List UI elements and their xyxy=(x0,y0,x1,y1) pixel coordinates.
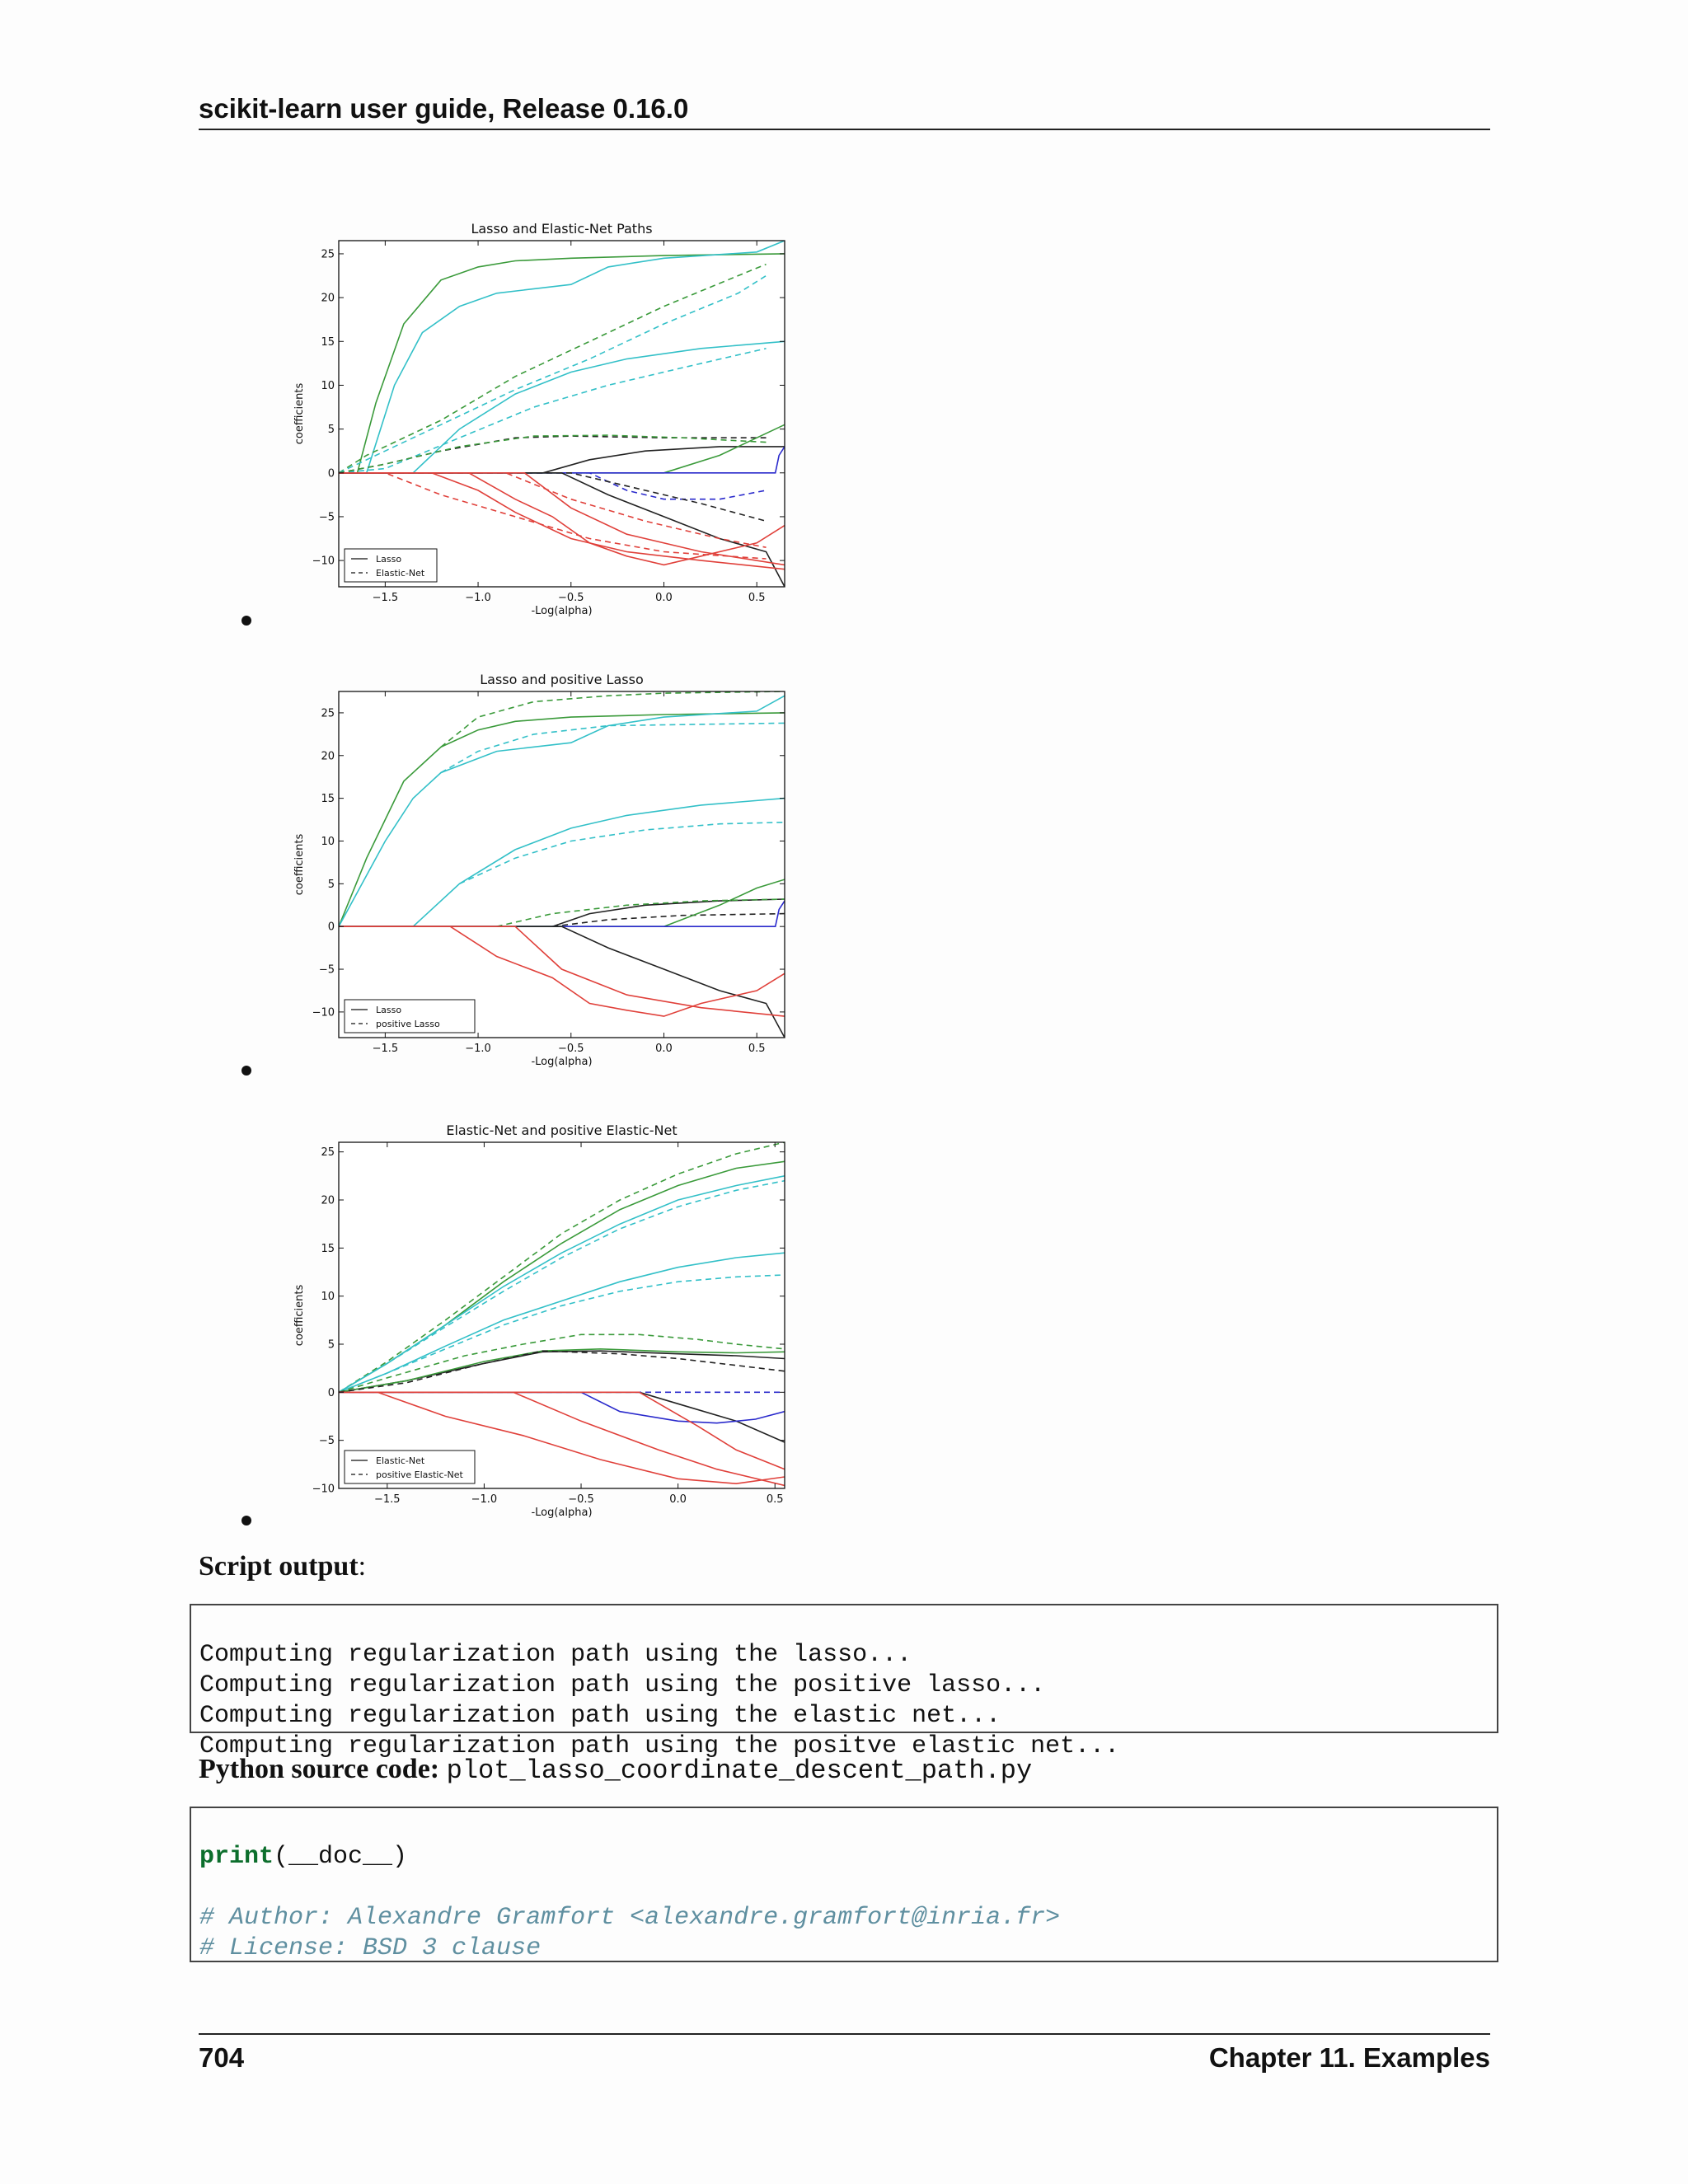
output-line: Computing regularization path using the positve elastic net... xyxy=(199,1732,1120,1760)
y-tick-label: 0 xyxy=(327,467,335,480)
author-comment: # Author: Alexandre Gramfort <alexandre.gramfort@inria.fr> xyxy=(199,1904,1061,1932)
y-axis-label: coefficients xyxy=(293,833,306,896)
legend xyxy=(345,1451,475,1483)
x-tick-label: −1.5 xyxy=(374,1493,401,1506)
figure-elasticnet-positive xyxy=(293,1120,795,1549)
chart-title: Lasso and Elastic-Net Paths xyxy=(471,221,653,237)
script-output-label-text: Script output xyxy=(199,1551,359,1582)
figure-lasso-elasticnet xyxy=(293,218,795,647)
y-tick-label: 5 xyxy=(327,1338,335,1352)
y-tick-label: 20 xyxy=(321,1194,335,1207)
y-tick-label: 15 xyxy=(321,793,335,806)
y-tick-label: 5 xyxy=(327,878,335,891)
y-tick-label: −10 xyxy=(312,555,335,568)
y-tick-label: 20 xyxy=(321,292,335,305)
legend-label-positive-lasso: positive Lasso xyxy=(376,1019,440,1029)
chart-title: Lasso and positive Lasso xyxy=(480,672,644,687)
header-title: scikit-learn user guide, Release 0.16.0 xyxy=(199,93,689,124)
print-args: (__doc__) xyxy=(274,1843,408,1871)
x-tick-label: −1.5 xyxy=(372,1043,399,1055)
chart-elasticnet-positive xyxy=(293,1120,795,1549)
x-axis-label: -Log(alpha) xyxy=(531,1056,593,1068)
x-tick-label: −0.5 xyxy=(557,1043,584,1055)
y-tick-label: 20 xyxy=(321,750,335,763)
legend-label-lasso: Lasso xyxy=(376,554,402,565)
chart-title: Elastic-Net and positive Elastic-Net xyxy=(446,1122,678,1138)
output-line: Computing regularization path using the positive lasso... xyxy=(199,1671,1046,1699)
plot-area xyxy=(339,1142,785,1488)
list-bullet xyxy=(241,1066,251,1076)
legend-label-elastic-net: Elastic-Net xyxy=(376,568,425,579)
y-tick-label: 10 xyxy=(321,1291,335,1304)
x-axis-label: -Log(alpha) xyxy=(531,605,593,617)
print-keyword: print xyxy=(199,1843,274,1871)
footer-chapter: Chapter 11. Examples xyxy=(1208,2042,1490,2073)
x-tick-label: −1.0 xyxy=(465,592,491,604)
x-tick-label: 0.5 xyxy=(748,1043,766,1055)
legend xyxy=(345,549,437,582)
x-tick-label: 0.5 xyxy=(748,592,766,604)
y-tick-label: 5 xyxy=(327,424,335,437)
source-filename: plot_lasso_coordinate_descent_path.py xyxy=(446,1755,1033,1786)
y-tick-label: −5 xyxy=(318,511,335,524)
y-tick-label: 10 xyxy=(321,379,335,392)
y-tick-label: −5 xyxy=(318,1435,335,1448)
source-code-box xyxy=(190,1807,1498,1962)
x-tick-label: −0.5 xyxy=(557,592,584,604)
x-tick-label: 0.0 xyxy=(655,1043,673,1055)
footer-rule xyxy=(199,2033,1490,2035)
y-axis-label: coefficients xyxy=(293,382,306,445)
output-line: Computing regularization path using the lasso... xyxy=(199,1641,912,1669)
y-tick-label: 15 xyxy=(321,1242,335,1255)
y-tick-label: 0 xyxy=(327,1386,335,1399)
legend-label-lasso: Lasso xyxy=(376,1005,402,1015)
footer-page-number: 704 xyxy=(199,2042,245,2073)
legend xyxy=(345,1000,475,1033)
license-comment: # License: BSD 3 clause xyxy=(199,1934,542,1962)
list-bullet xyxy=(241,1516,251,1526)
output-line: Computing regularization path using the elastic net... xyxy=(199,1702,1001,1730)
chart-lasso-positive xyxy=(293,669,795,1098)
y-tick-label: 25 xyxy=(321,248,335,261)
script-output-box xyxy=(190,1604,1498,1760)
y-axis-label: coefficients xyxy=(293,1284,306,1347)
y-tick-label: 15 xyxy=(321,335,335,349)
chart-lasso-elasticnet xyxy=(293,218,795,647)
x-tick-label: −1.0 xyxy=(465,1043,491,1055)
x-tick-label: −1.5 xyxy=(372,592,399,604)
y-tick-label: −10 xyxy=(312,1483,335,1496)
legend-label-positive-elastic-net: positive Elastic-Net xyxy=(376,1469,463,1480)
source-code-label-text: Python source code: xyxy=(199,1754,440,1784)
x-tick-label: −1.0 xyxy=(471,1493,498,1506)
legend-label-elastic-net: Elastic-Net xyxy=(376,1455,425,1466)
x-axis-label: -Log(alpha) xyxy=(531,1507,593,1519)
x-tick-label: 0.0 xyxy=(655,592,673,604)
y-tick-label: 25 xyxy=(321,1146,335,1160)
y-tick-label: 25 xyxy=(321,707,335,720)
source-code-label xyxy=(199,1754,1032,1786)
y-tick-label: 0 xyxy=(327,921,335,934)
x-tick-label: 0.5 xyxy=(766,1493,784,1506)
y-tick-label: 10 xyxy=(321,835,335,848)
list-bullet xyxy=(241,616,251,626)
y-tick-label: −10 xyxy=(312,1006,335,1019)
script-output-label xyxy=(199,1551,366,1582)
y-tick-label: −5 xyxy=(318,963,335,977)
header-rule xyxy=(199,129,1490,130)
figure-lasso-positive xyxy=(293,669,795,1098)
x-tick-label: 0.0 xyxy=(669,1493,687,1506)
x-tick-label: −0.5 xyxy=(568,1493,594,1506)
script-output-colon: : xyxy=(358,1551,367,1582)
